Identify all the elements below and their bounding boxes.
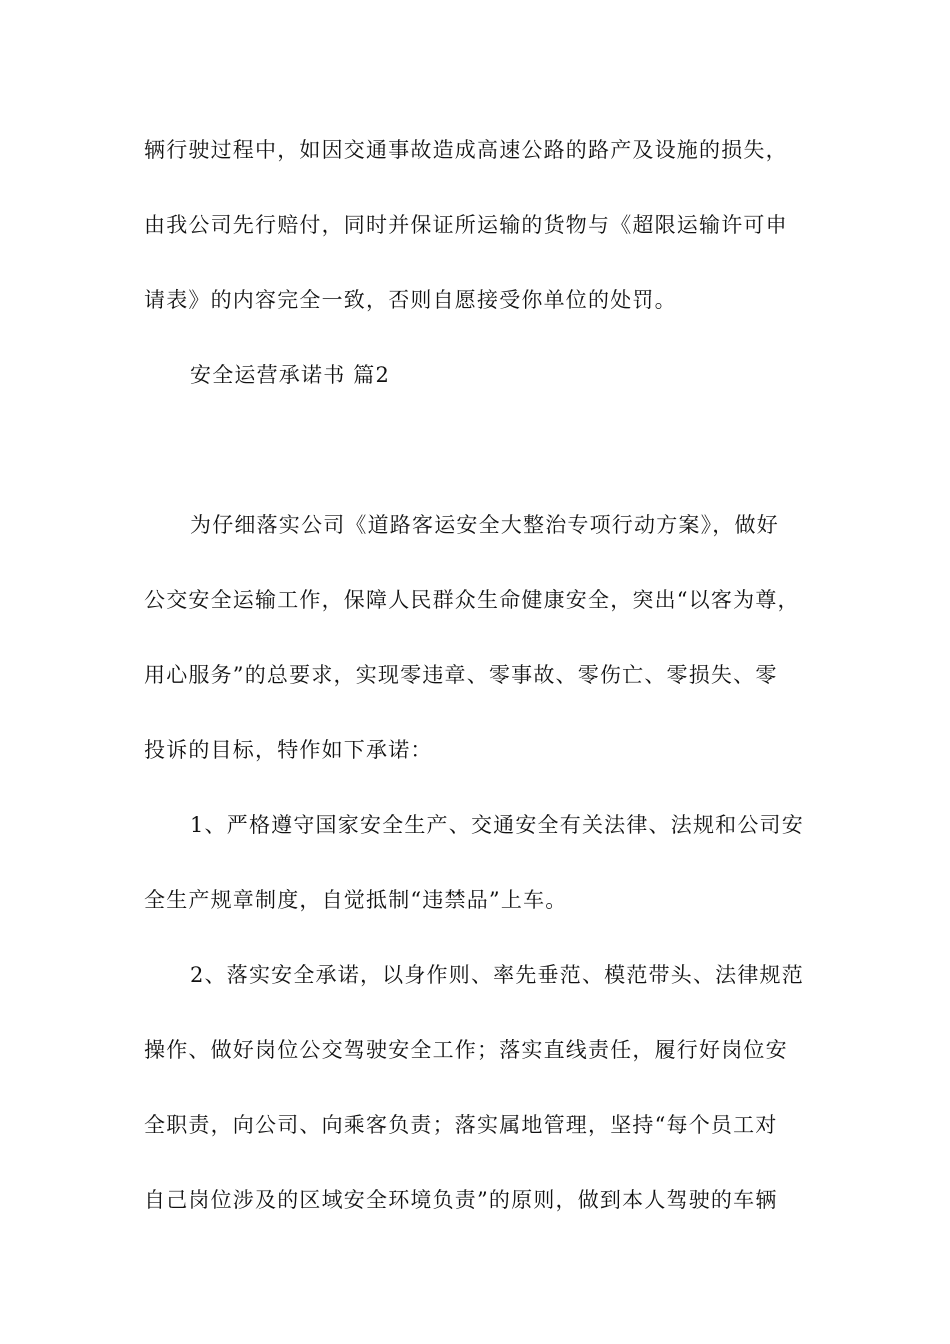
list-item-line: 全职责，向公司、向乘客负责；落实属地管理，坚持“每个员工对 xyxy=(144,1113,778,1137)
paragraph-line: 请表》的内容完全一致，否则自愿接受你单位的处罚。 xyxy=(144,288,677,312)
paragraph-line: 辆行驶过程中，如因交通事故造成高速公路的路产及设施的损失， xyxy=(144,138,788,162)
list-item-line: 2、落实安全承诺，以身作则、率先垂范、模范带头、法律规范 xyxy=(190,963,804,987)
paragraph-line: 投诉的目标，特作如下承诺： xyxy=(144,738,433,762)
paragraph-line: 公交安全运输工作，保障人民群众生命健康安全，突出“以客为尊， xyxy=(144,588,800,612)
list-item-line: 自己岗位涉及的区域安全环境负责”的原则，做到本人驾驶的车辆 xyxy=(144,1188,778,1212)
paragraph-line: 由我公司先行赔付，同时并保证所运输的货物与《超限运输许可申 xyxy=(144,213,788,237)
list-item-line: 1、严格遵守国家安全生产、交通安全有关法律、法规和公司安 xyxy=(190,813,804,837)
paragraph-line: 为仔细落实公司《道路客运安全大整治专项行动方案》，做好 xyxy=(190,513,779,537)
list-item-line: 全生产规章制度，自觉抵制“违禁品”上车。 xyxy=(144,888,568,912)
section-heading: 安全运营承诺书 篇2 xyxy=(190,363,391,387)
list-item-line: 操作、做好岗位公交驾驶安全工作；落实直线责任，履行好岗位安 xyxy=(144,1038,788,1062)
paragraph-line: 用心服务”的总要求，实现零违章、零事故、零伤亡、零损失、零 xyxy=(144,663,778,687)
